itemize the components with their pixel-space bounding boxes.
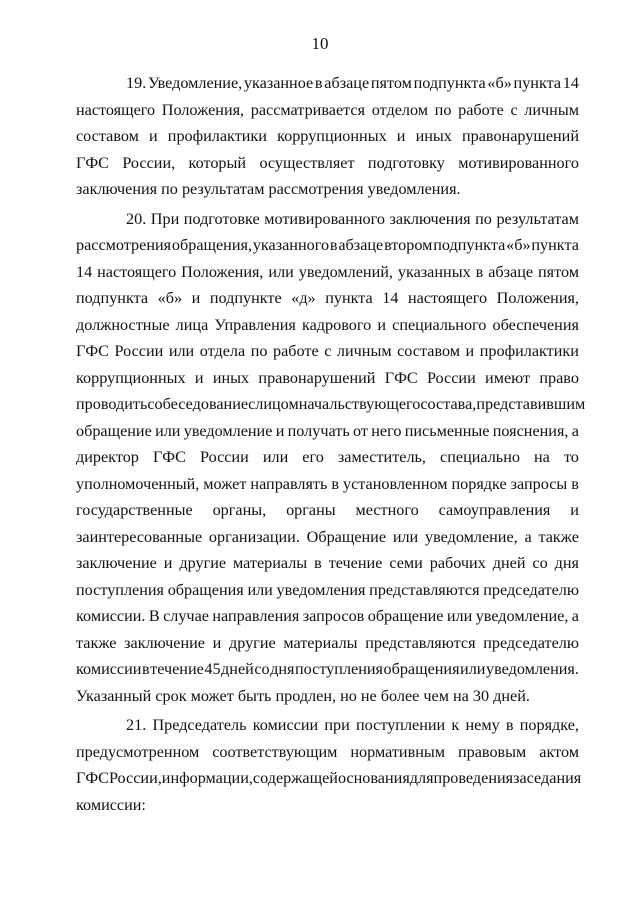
text-line: 20. При подготовке мотивированного заключения по результатам: [126, 209, 579, 228]
text-line: ГФС России, информации, содержащей основания для проведения заседания: [76, 769, 582, 787]
text-line: предусмотренном соответствующим нормативным правовым актом: [76, 742, 579, 761]
text-line: Указанный срок может быть продлен, но не более чем на 30 дней.: [76, 686, 530, 705]
text-line: проводить собеседование с лицом начальствующего состава, представившим: [76, 395, 586, 413]
text-line: заключения по результатам рассмотрения уведомления.: [76, 180, 461, 198]
text-line: обращение или уведомление и получать от него письменные пояснения, а: [76, 421, 579, 440]
text-line: 14 настоящего Положения, или уведомлений, указанных в абзаце пятом: [76, 262, 579, 281]
text-line: государственные органы, органы местного самоуправления и: [76, 501, 579, 519]
text-line: заключение и другие материалы в течение семи рабочих дней со дня: [76, 554, 579, 572]
text-line: также заключение и другие материалы представляются председателю: [76, 633, 579, 652]
text-line: ГФС России, который осуществляет подготовку мотивированного: [76, 153, 579, 172]
text-line: уполномоченный, может направлять в установленном порядке запросы в: [76, 474, 579, 493]
text-line: настоящего Положения, рассматривается отделом по работе с личным: [76, 100, 579, 119]
text-line: 21. Председатель комиссии при поступлении к нему в порядке,: [126, 716, 579, 734]
text-line: коррупционных и иных правонарушений ГФС России имеют право: [76, 368, 579, 387]
text-line: составом и профилактики коррупционных и иных правонарушений: [76, 127, 579, 145]
text-line: должностные лица Управления кадрового и специального обеспечения: [76, 315, 579, 334]
text-line: рассмотрения обращения, указанного в абзаце втором подпункта «б» пункта: [76, 236, 579, 254]
page-number: 10: [311, 34, 329, 53]
paragraph-3: [76, 712, 582, 818]
text-line: поступления обращения или уведомления представляются председателю: [76, 580, 579, 599]
text-line: заинтересованные организации. Обращение или уведомление, а также: [76, 527, 579, 546]
document-body: [76, 70, 586, 818]
text-line: 19. Уведомление, указанное в абзаце пятом подпункта «б» пункта 14: [126, 74, 579, 92]
paragraph-2: [76, 206, 586, 710]
text-line: подпункта «б» и подпункте «д» пункта 14 настоящего Положения,: [76, 289, 579, 307]
text-line: комиссии:: [76, 795, 146, 814]
text-line: комиссии в течение 45 дней со дня поступления обращения или уведомления.: [76, 660, 579, 678]
text-line: директор ГФС России или его заместитель, специально на то: [76, 448, 579, 466]
text-line: ГФС России или отдела по работе с личным составом и профилактики: [76, 342, 579, 360]
paragraph-1: [76, 70, 579, 203]
text-line: комиссии. В случае направления запросов обращение или уведомление, а: [76, 607, 579, 625]
